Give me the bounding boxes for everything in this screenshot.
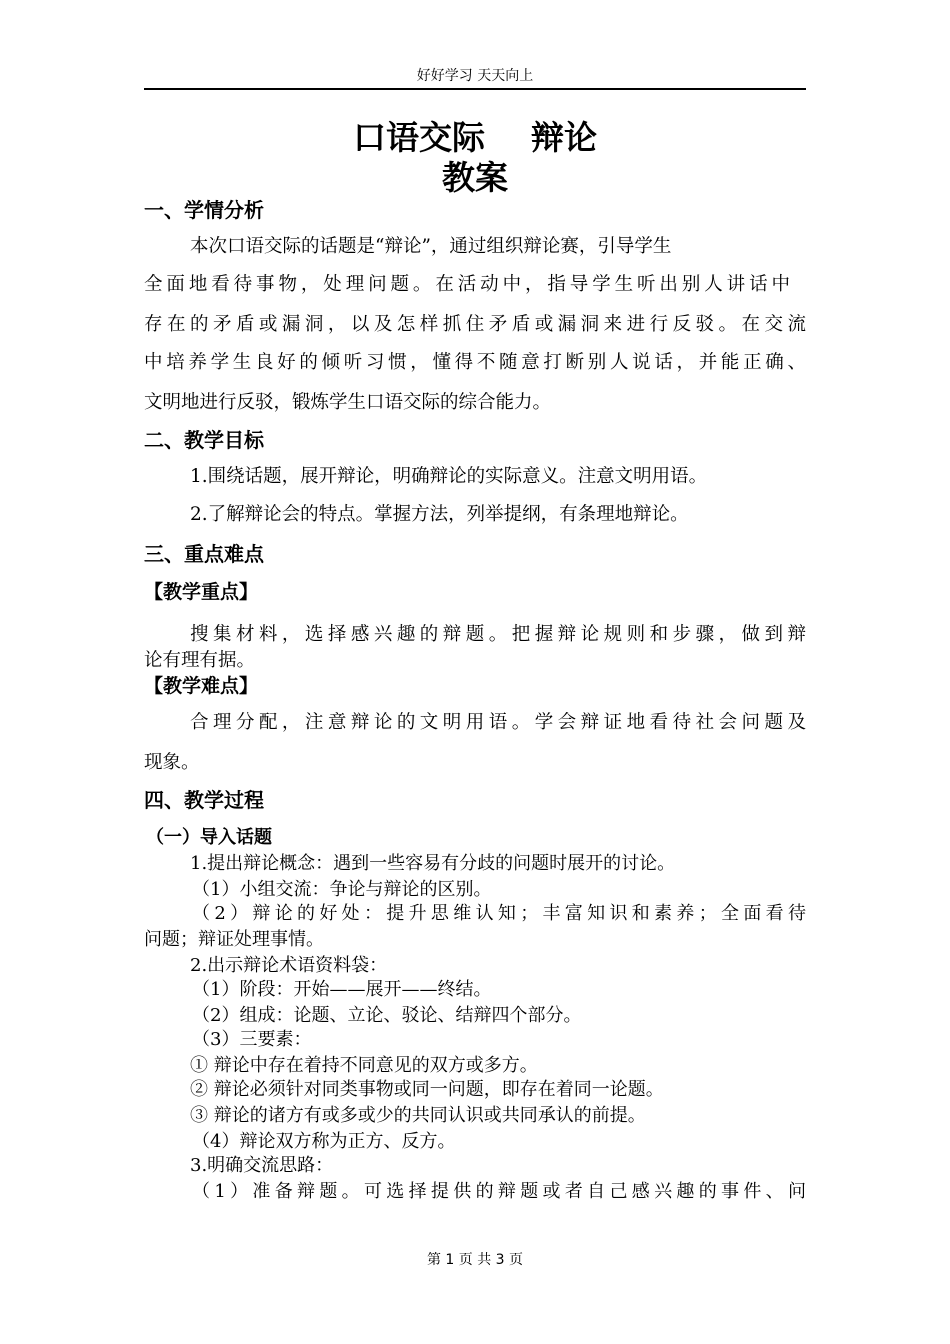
page-footer: 第 1 页 共 3 页 <box>426 1252 524 1268</box>
section-heading-key-points: 三、重点难点 <box>144 542 264 566</box>
process-line: （3）三要素： <box>192 1029 312 1050</box>
process-subheading: （一）导入话题 <box>146 827 272 848</box>
process-line: ③ 辩论的诸方有或多或少的共同认识或共同承认的前提。 <box>190 1105 646 1126</box>
process-line: 3.明确交流思路： <box>190 1155 334 1176</box>
objective-line: 2.了解辩论会的特点。掌握方法，列举提纲，有条理地辩论。 <box>190 504 689 525</box>
process-line: （1）准备辩题。可选择提供的辩题或者自己感兴趣的事件、问 <box>192 1181 806 1202</box>
section-heading-analysis: 一、学情分析 <box>144 198 264 222</box>
process-line: 问题；辩证处理事情。 <box>144 929 324 950</box>
process-line: 2.出示辩论术语资料袋： <box>190 955 388 976</box>
document-title-subtitle: 教案 <box>442 158 508 197</box>
process-line: （1）小组交流：争论与辩论的区别。 <box>192 879 492 900</box>
header-divider <box>144 88 806 90</box>
paragraph-line: 本次口语交际的话题是“辩论”，通过组织辩论赛，引导学生 <box>190 236 672 257</box>
paragraph-line: 中培养学生良好的倾听习惯，懂得不随意打断别人说话，并能正确、 <box>144 352 806 373</box>
difficult-point-line: 合理分配，注意辩论的文明用语。学会辩证地看待社会问题及 <box>190 712 806 733</box>
process-line: （2）辩论的好处：提升思维认知；丰富知识和素养；全面看待 <box>192 903 806 924</box>
process-line: ① 辩论中存在着持不同意见的双方或多方。 <box>190 1055 538 1076</box>
objective-line: 1.围绕话题，展开辩论，明确辩论的实际意义。注意文明用语。 <box>190 466 708 487</box>
key-point-label: 【教学重点】 <box>144 581 259 603</box>
difficult-point-label: 【教学难点】 <box>144 675 259 697</box>
page-header: 好好学习 天天向上 <box>416 68 534 84</box>
section-heading-process: 四、教学过程 <box>144 788 264 812</box>
process-line: （2）组成：论题、立论、驳论、结辩四个部分。 <box>192 1005 582 1026</box>
process-line: （1）阶段：开始——展开——终结。 <box>192 979 492 1000</box>
process-line: 1.提出辩论概念：遇到一些容易有分歧的问题时展开的讨论。 <box>190 853 676 874</box>
process-line: ② 辩论必须针对同类事物或同一问题，即存在着同一论题。 <box>190 1079 664 1100</box>
paragraph-line: 文明地进行反驳，锻炼学生口语交际的综合能力。 <box>144 392 552 413</box>
document-title: 口语交际 辩论 <box>353 118 597 157</box>
section-heading-objectives: 二、教学目标 <box>144 428 264 452</box>
key-point-line: 论有理有据。 <box>144 650 256 671</box>
key-point-line: 搜集材料，选择感兴趣的辩题。把握辩论规则和步骤，做到辩 <box>190 624 806 645</box>
paragraph-line: 存在的矛盾或漏洞，以及怎样抓住矛盾或漏洞来进行反驳。在交流 <box>144 314 806 335</box>
process-line: （4）辩论双方称为正方、反方。 <box>192 1131 456 1152</box>
difficult-point-line: 现象。 <box>144 752 200 773</box>
paragraph-line: 全面地看待事物，处理问题。在活动中，指导学生听出别人讲话中 <box>144 274 790 295</box>
